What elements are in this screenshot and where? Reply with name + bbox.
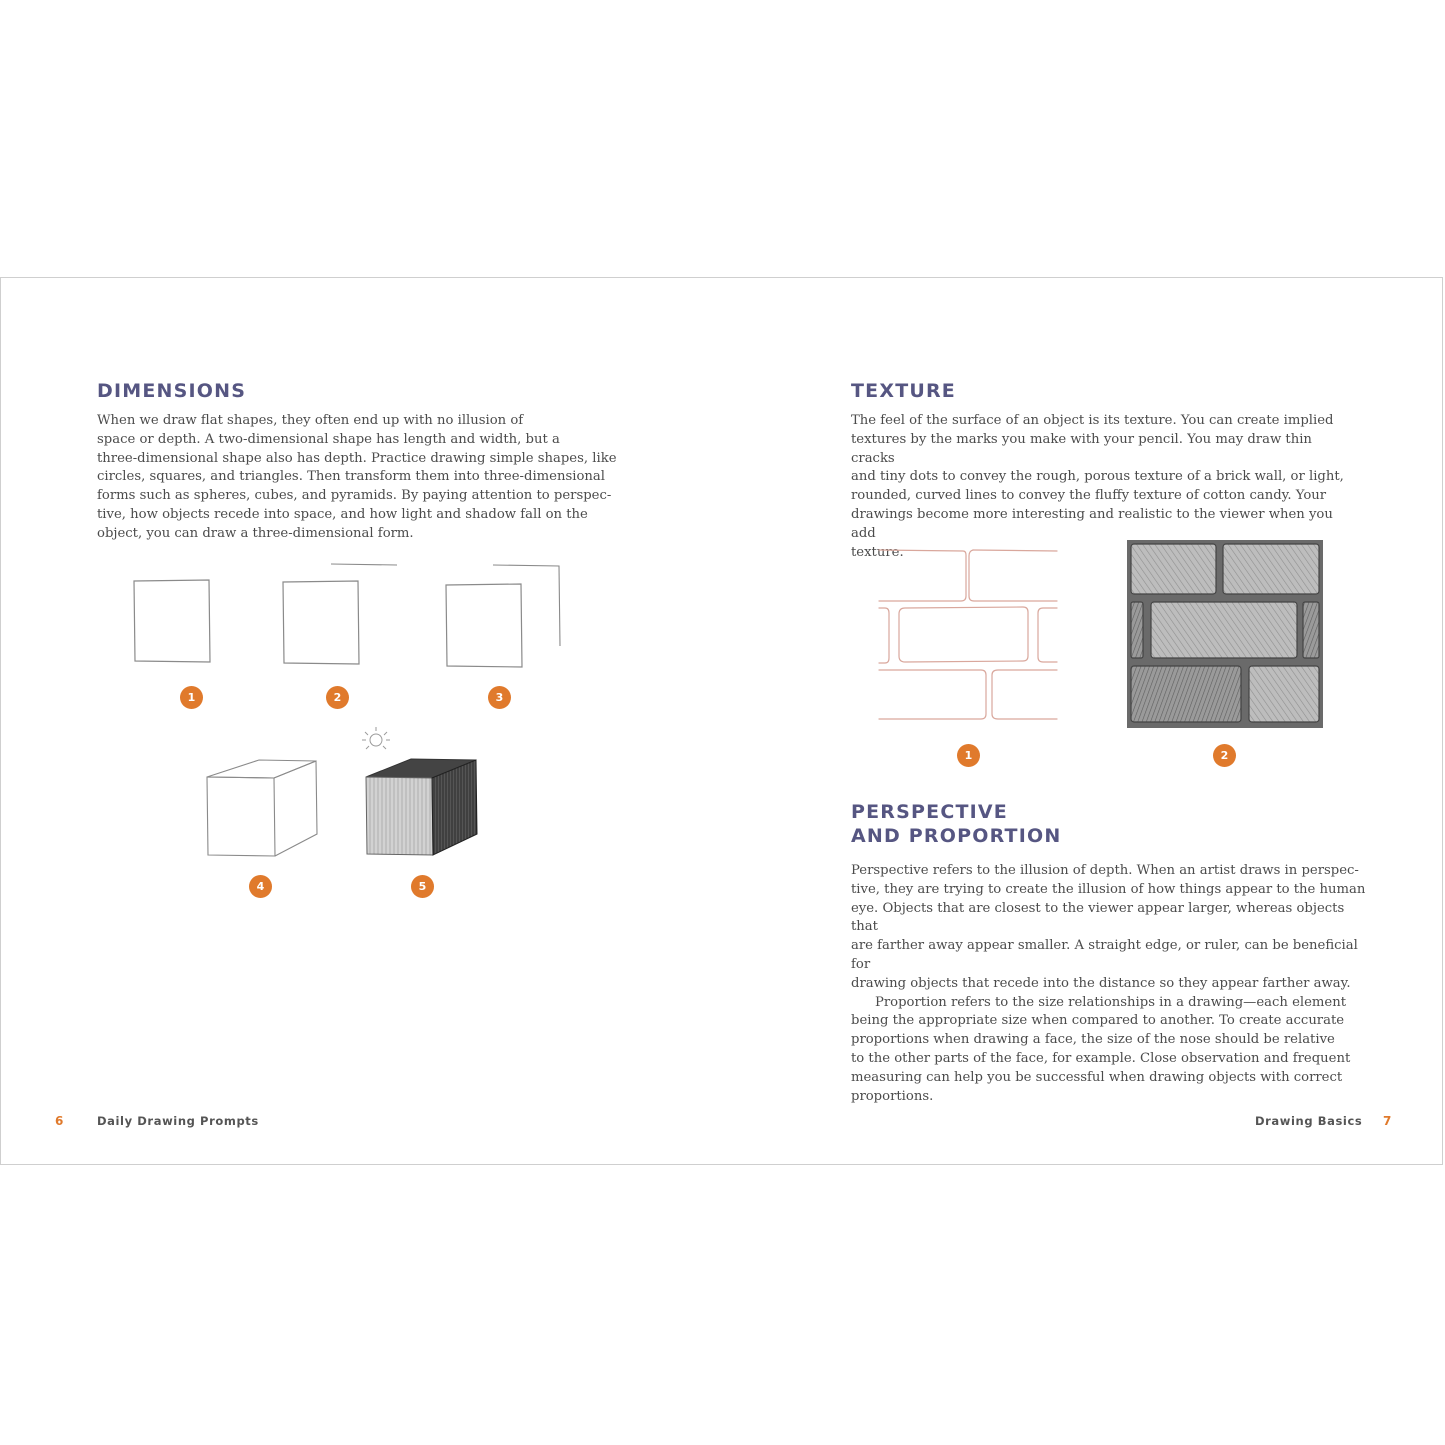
brick-outline-illustration <box>875 546 1065 726</box>
texture-step-badge-2: 2 <box>1213 744 1236 767</box>
step-badge-2: 2 <box>326 686 349 709</box>
page-number-right: 7 <box>1383 1114 1392 1128</box>
running-title-right: Drawing Basics <box>1255 1114 1363 1128</box>
dimensions-paragraph <box>97 412 617 544</box>
dimensions-heading: DIMENSIONS <box>97 380 247 402</box>
wireframe-cube-illustration <box>201 756 325 860</box>
square-sketch-illustration <box>129 576 219 668</box>
square-with-top-line-illustration <box>277 560 407 670</box>
left-page <box>1 278 723 1164</box>
text-line: tive, how objects recede into space, and how light and shadow fall on the <box>97 506 588 522</box>
text-line: eye. Objects that are closest to the viewer appear larger, whereas objects that <box>851 900 1345 935</box>
page-number-left: 6 <box>55 1114 64 1128</box>
square-with-back-edges-illustration <box>441 560 571 670</box>
text-line: three-dimensional shape also has depth. Practice drawing simple shapes, like <box>97 450 617 466</box>
text-line: Perspective refers to the illusion of depth. When an artist draws in perspec- <box>851 863 1359 878</box>
text-line: object, you can draw a three-dimensional form. <box>97 525 414 541</box>
text-line: measuring can help you be successful when drawing objects with correct <box>851 1069 1343 1085</box>
book-spread <box>0 277 1443 1165</box>
shaded-cube-illustration <box>361 756 483 860</box>
text-line: tive, they are trying to create the illusion of how things appear to the human <box>851 881 1366 897</box>
text-line: textures by the marks you make with your pencil. You may draw thin cracks <box>851 431 1312 466</box>
step-badge-4: 4 <box>249 875 272 898</box>
heading-line: PERSPECTIVE <box>851 801 1008 823</box>
step-badge-3: 3 <box>488 686 511 709</box>
text-line: proportions. <box>851 1088 934 1104</box>
right-page <box>723 278 1444 1164</box>
step-badge-1: 1 <box>180 686 203 709</box>
text-line: When we draw flat shapes, they often end up with no illusion of <box>97 413 524 428</box>
text-line: drawings become more interesting and realistic to the viewer when you add <box>851 506 1333 541</box>
text-line: forms such as spheres, cubes, and pyramids. By paying attention to perspec- <box>97 488 612 504</box>
step-badge-5: 5 <box>411 875 434 898</box>
shaded-brick-wall-illustration <box>1127 540 1325 730</box>
text-line: being the appropriate size when compared to another. To create accurate <box>851 1013 1345 1029</box>
text-line: proportions when drawing a face, the size of the nose should be relative <box>851 1032 1335 1048</box>
sun-icon <box>359 724 393 754</box>
text-line: are farther away appear smaller. A straight edge, or ruler, can be beneficial for <box>851 938 1358 972</box>
text-line: Proportion refers to the size relationships in a drawing—each element <box>875 994 1347 1010</box>
text-line: and tiny dots to convey the rough, porous texture of a brick wall, or light, <box>851 469 1344 485</box>
text-line: The feel of the surface of an object is its texture. You can create implied <box>851 413 1334 428</box>
perspective-paragraph <box>851 862 1371 1106</box>
text-line: drawing objects that recede into the distance so they appear farther away. <box>851 975 1351 991</box>
text-line: texture. <box>851 544 904 560</box>
perspective-heading <box>851 800 1061 848</box>
texture-heading: TEXTURE <box>851 380 956 402</box>
heading-line: AND PROPORTION <box>851 825 1062 847</box>
texture-step-badge-1: 1 <box>957 744 980 767</box>
running-title-left: Daily Drawing Prompts <box>97 1114 259 1128</box>
text-line: space or depth. A two-dimensional shape has length and width, but a <box>97 431 560 447</box>
text-line: to the other parts of the face, for example. Close observation and frequent <box>851 1050 1351 1066</box>
text-line: rounded, curved lines to convey the fluffy texture of cotton candy. Your <box>851 488 1327 504</box>
text-line: circles, squares, and triangles. Then transform them into three-dimensional <box>97 469 605 485</box>
